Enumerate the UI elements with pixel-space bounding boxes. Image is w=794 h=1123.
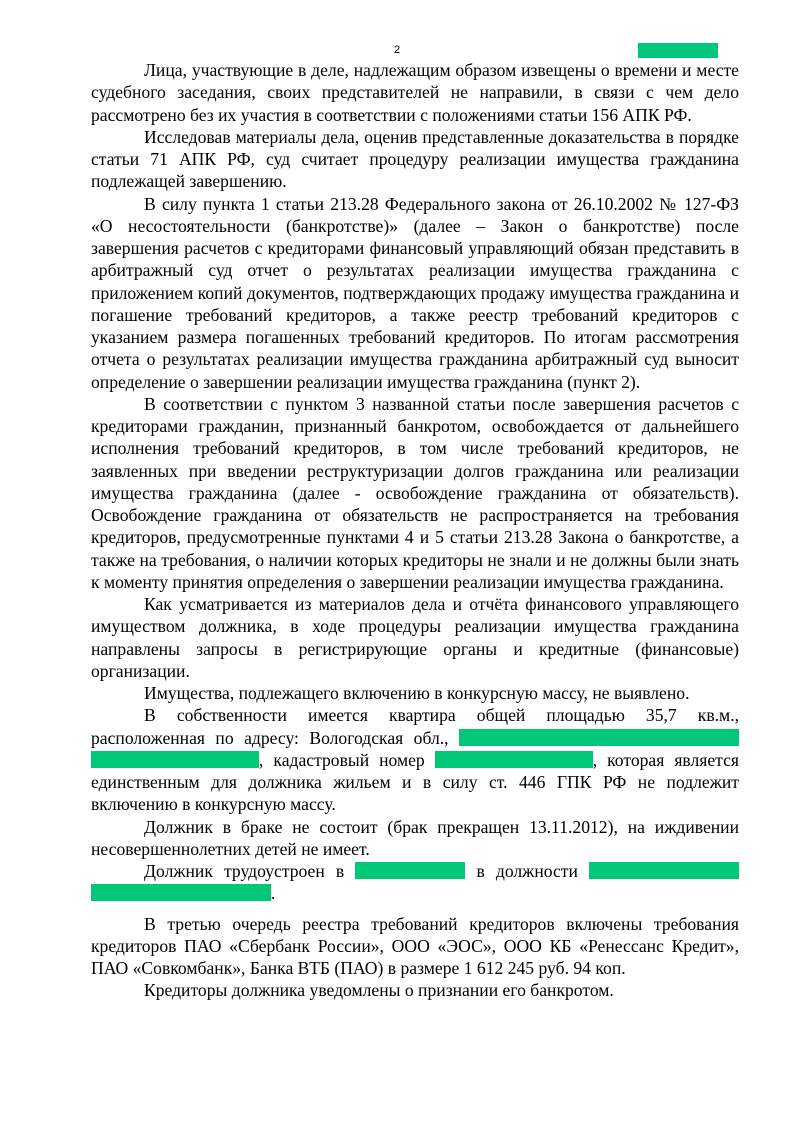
employment-text-c: . (271, 883, 276, 904)
redaction-position-1 (589, 862, 739, 879)
employment-text-b: в должности (476, 861, 578, 881)
paragraph-case-materials: Как усматривается из материалов дела и отчёта финансового управляющего имуществом должника, в ходе процедуры реализации имущества гражданина направлены запросы в регистрирующие органы и кредитные (финансовые) организации. (91, 594, 739, 681)
document-body (91, 59, 739, 1002)
paragraph-creditors-registry: В третью очередь реестра требований кредиторов включены требования кредиторов ПАО «Сбербанк России», ООО «ЭОС», ООО КБ «Ренессанс Кредит», ПАО «Совкомбанк», Банка ВТБ (ПАО) в размере 1 612 245 руб. 94 коп. (91, 913, 739, 978)
redaction-cadastral-number (435, 751, 593, 768)
page-number: 2 (393, 44, 401, 56)
redaction-address-1 (459, 729, 739, 746)
paragraph-apartment (91, 704, 739, 815)
redaction-address-2 (91, 751, 259, 768)
paragraph-court-decision: Исследовав материалы дела, оценив представленные доказательства в порядке статьи 71 АПК РФ, суд считает процедуру реализации имущества гражданина подлежащей завершению. (91, 126, 739, 192)
apartment-text-c: , которая является единственным для должника жильем и в силу ст. 446 ГПК РФ не подлежит включению в конкурсную массу. (91, 749, 739, 815)
apartment-text-b: , кадастровый номер (259, 749, 425, 770)
paragraph-participants: Лица, участвующие в деле, надлежащим образом извещены о времени и месте судебного заседания, своих представителей не направили, в связи с чем дело рассмотрено без их участия в соответствии с положениями статьи 156 АПК РФ. (91, 60, 739, 125)
apartment-text-a: В собственности имеется квартира общей площадью 35,7 кв.м., расположенная по адресу: Вологодская обл., (91, 705, 739, 748)
paragraph-employment (91, 860, 739, 905)
paragraph-law-article: В силу пункта 1 статьи 213.28 Федерального закона от 26.10.2002 № 127-ФЗ «О несостоятельности (банкротстве)» (далее – Закон о банкротстве) после завершения расчетов с кредиторами финансовый управляющий обязан представить в арбитражный суд отчет о результатах реализации имущества гражданина с приложением копий документов, подтверждающих продажу имущества гражданина и погашение требований кредиторов, а также реестр требований кредиторов с указанием размера погашенных требований кредиторов. По итогам рассмотрения отчета о результатах реализации имущества гражданина арбитражный суд выносит определение о завершении реализации имущества гражданина (пункт 2). (91, 193, 739, 392)
paragraph-marital-status: Должник в браке не состоит (брак прекращен 13.11.2012), на иждивении несовершеннолетних детей не имеет. (91, 816, 739, 859)
paragraph-no-property: Имущества, подлежащего включению в конкурсную массу, не выявлено. (144, 683, 690, 703)
redaction-position-2 (91, 884, 271, 901)
paragraph-release-obligations: В соответствии с пунктом 3 названной статьи после завершения расчетов с кредиторами гражданин, признанный банкротом, освобождается от дальнейшего исполнения требований кредиторов, в том числе требований кредиторов, не заявленных при введении реструктуризации долгов гражданина или реализации имущества гражданина (далее - освобождение гражданина от обязательств). Освобождение гражданина от обязательств не распространяется на требования кредиторов, предусмотренные пунктами 4 и 5 статьи 213.28 Закона о банкротстве, а также на требования, о наличии которых кредиторы не знали и не должны были знать к моменту принятия определения о завершении реализации имущества гражданина. (91, 393, 739, 592)
redaction-block-header (638, 43, 718, 58)
paragraph-creditors-notified: Кредиторы должника уведомлены о признании его банкротом. (144, 980, 614, 1001)
employment-text-a: Должник трудоустроен в (144, 861, 345, 881)
redaction-employer (355, 862, 465, 879)
